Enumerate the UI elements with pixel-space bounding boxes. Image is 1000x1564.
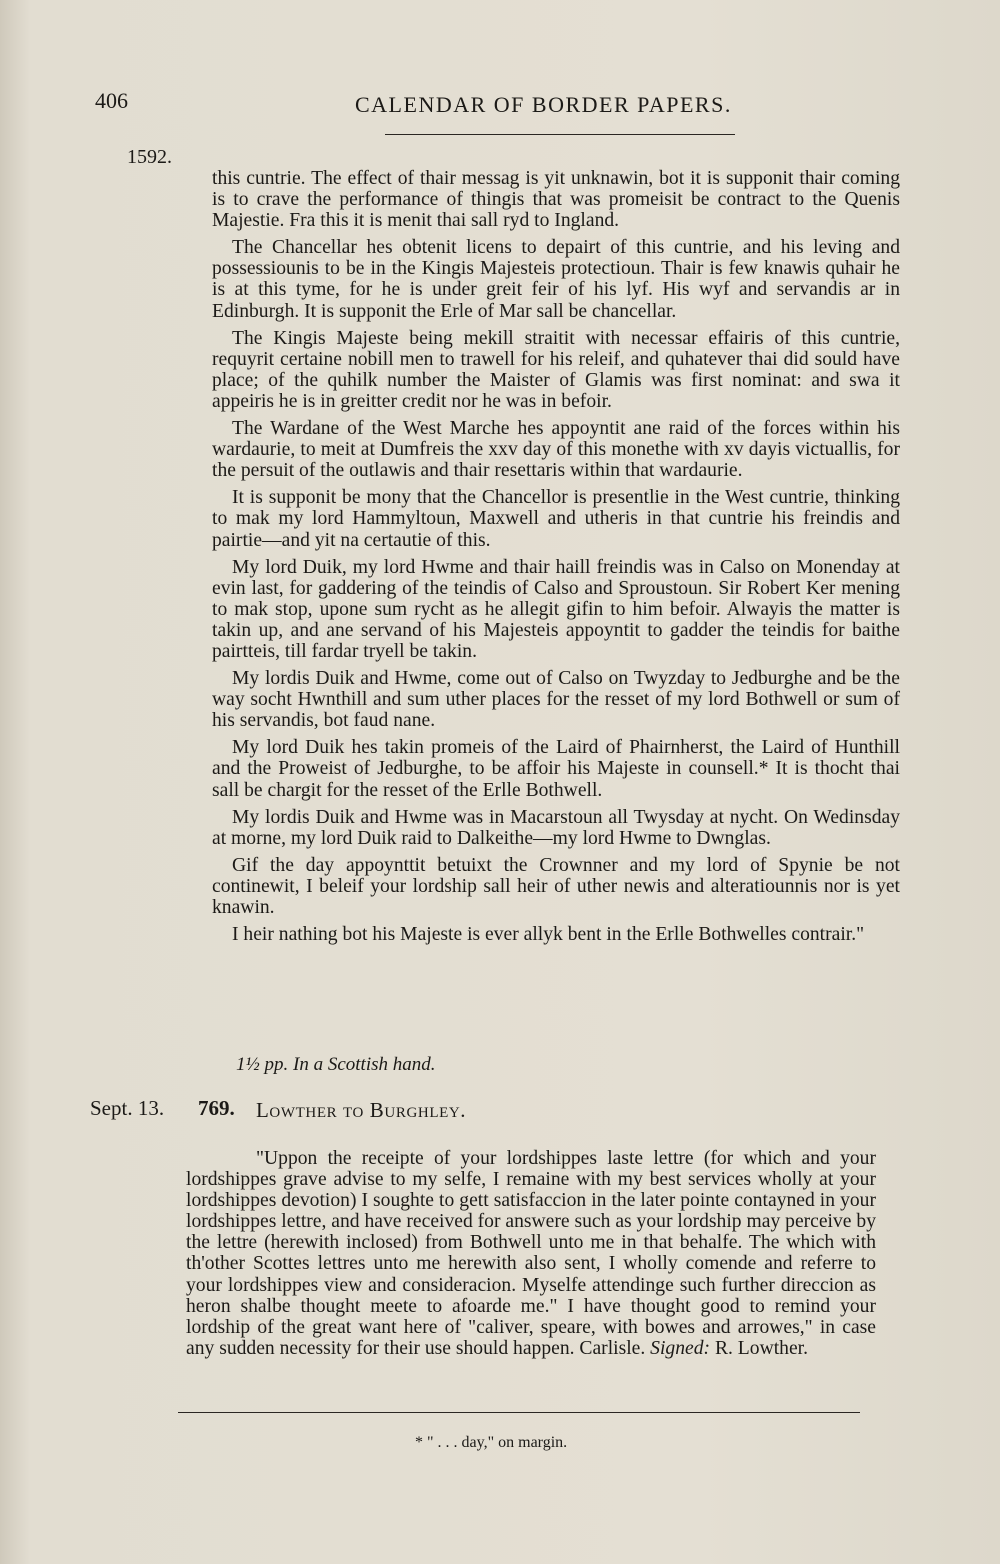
paragraph: I heir nathing bot his Majeste is ever allyk bent in the Erlle Bothwelles contrair." <box>232 924 865 946</box>
paragraph: My lord Duik, my lord Hwme and thair haill freindis was in Calso on Monenday at evin last, for gaddering of the teindis of Calso and Sproustoun. Sir Robert Ker mening to mak stop, upone sum rycht as he allegit gifin to him befoir. Alwayis the matter is takin up, and ane servand of his Majesteis appoyntit to gadder the teindis for baithe pairtteis, till fardar tryell be takin. <box>212 556 900 662</box>
signed-name: R. Lowther. <box>714 1337 808 1359</box>
paragraph: Gif the day appoynttit betuixt the Crownner and my lord of Spynie be not continewit, I beleif your lordship sall heir of uther newis and alteratiounnis nor is yet knawin. <box>212 854 900 918</box>
running-title: CALENDAR OF BORDER PAPERS. <box>355 92 732 117</box>
header-rule <box>385 134 735 135</box>
document-note: 1½ pp. In a Scottish hand. <box>236 1054 436 1075</box>
entry-paragraph <box>186 1148 876 1359</box>
entry-body: "Uppon the receipte of your lordshippes laste lettre (for which and your lordshippes grave advise to my selfe, I remaine with my best services wholly at your lordshippes devotion) I soughte to gett satisfaccion in the later pointe contayned in your lordshippes lettre, and have received for answere such as your lordship may perceive by the lettre (herewith inclosed) from Bothwell unto me in that behalfe. The which with th'other Scottes lettres unto me herewith also sent, I wholly comende and referre to your lordshippes view and consideracion. Myselfe attendinge such further direccion as heron shalbe thought meete to afoarde me." I have thought good to remind your lordship of the great want here of "caliver, speare, with bowes and arrowes," in case any sudden necessity for their use should happen. Carlisle. <box>186 1148 876 1359</box>
entry-number: 769. <box>198 1096 235 1120</box>
paragraph: The Kingis Majeste being mekill straitit with necessar effairis of this cuntrie, requyrit certaine nobill men to trawell for his releif, and quhatever thai did sould have place; of the quhilk number the Maister of Glamis was first nominat: and swa it appeiris he is in greitter credit nor he was in befoir. <box>212 327 900 412</box>
letter-body <box>212 168 900 951</box>
paragraph: It is supponit be mony that the Chancellor is presentlie in the West cuntrie, thinking to mak my lord Hammyltoun, Maxwell and utheris in that cuntrie his freindis and pairtie—and yit na certautie of this. <box>212 487 900 551</box>
footnote: * " . . . day," on margin. <box>415 1434 568 1451</box>
paragraph: My lordis Duik and Hwme, come out of Calso on Twyzday to Jedburghe and be the way socht Hwnthill and sum uther places for the resset of my lord Bothwell or sum of his servandis, bot faud nane. <box>212 668 900 732</box>
paragraph: The Chancellar hes obtenit licens to depairt of this cuntrie, and his leving and possessiounis to be in the Kingis Majesteis protectioun. Thair is few knawis quhair he is at this tyme, for he is under greit feir of his lyf. His wyf and servandis ar in Edinburgh. It is supponit the Erle of Mar sall be chancellar. <box>212 237 900 322</box>
page-number: 406 <box>95 88 128 113</box>
paragraph: My lordis Duik and Hwme was in Macarstoun all Twysday at nycht. On Wedinsday at morne, my lord Duik raid to Dalkeithe—my lord Hwme to Dwnglas. <box>212 806 900 849</box>
paragraph: The Wardane of the West Marche hes appoyntit ane raid of the forces within his wardaurie, to meit at Dumfreis the xxv day of this monethe with xv dayis victuallis, for the persuit of the outlawis and thair resettaris within that wardaurie. <box>212 418 900 482</box>
entry-date: Sept. 13. <box>90 1096 165 1120</box>
footnote-rule <box>178 1412 860 1413</box>
signed-label: Signed: <box>650 1337 711 1359</box>
paragraph: this cuntrie. The effect of thair messag is yit unknawin, bot it is supponit thair coming is to crave the performance of thingis that was promeisit be contract to the Quenis Majestie. Fra this it is menit thai sall ryd to Ingland. <box>212 168 900 232</box>
entry-text <box>186 1148 876 1359</box>
year-marginal: 1592. <box>127 146 172 168</box>
entry-heading: Lowther to Burghley. <box>256 1098 467 1122</box>
paragraph: My lord Duik hes takin promeis of the Laird of Phairnherst, the Laird of Hunthill and the Proweist of Jedburghe, to be affoir his Majeste in counsell.* It is thocht thai sall be chargit for the resset of the Erlle Bothwell. <box>212 737 900 801</box>
